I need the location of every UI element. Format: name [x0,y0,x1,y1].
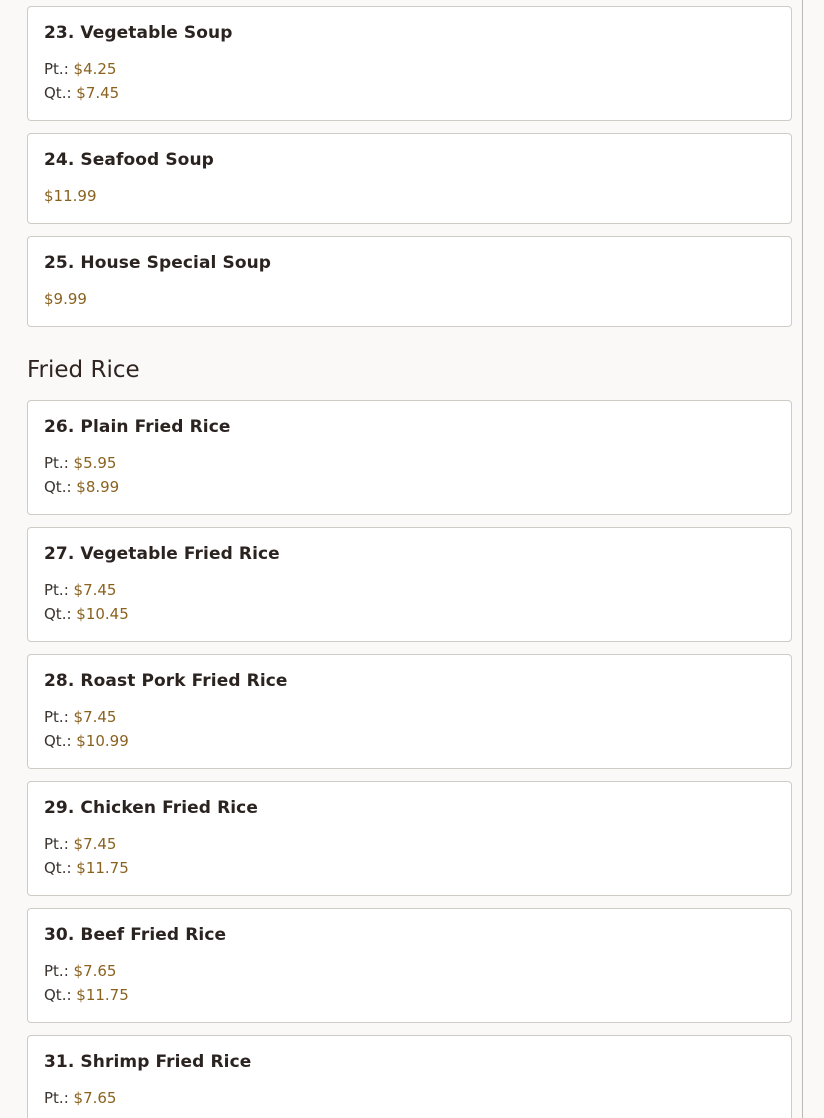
menu-content [27,6,792,1118]
price-row [44,451,775,475]
item-prices [44,705,775,753]
item-name: 25. House Special Soup [44,253,272,273]
price-value: $7.45 [73,835,117,853]
menu-item-card[interactable] [27,908,792,1023]
item-name: 27. Vegetable Fried Rice [44,544,280,564]
price-row [44,729,775,753]
price-value: $10.99 [76,732,129,750]
price-label: Qt.: [44,859,77,877]
price-label: Qt.: [44,605,77,623]
price-row [44,1086,775,1110]
price-label: Qt.: [44,986,77,1004]
item-prices [44,184,775,208]
price-label: Pt.: [44,962,74,980]
menu-item-card[interactable] [27,236,792,327]
item-name: 28. Roast Pork Fried Rice [44,671,288,691]
price-row [44,959,775,983]
item-name: 23. Vegetable Soup [44,23,233,43]
price-value: $7.65 [73,962,117,980]
price-row [44,602,775,626]
item-name: 31. Shrimp Fried Rice [44,1052,252,1072]
price-label: Pt.: [44,454,74,472]
price-value: $7.65 [73,1089,117,1107]
menu-item-card[interactable] [27,527,792,642]
item-prices [44,57,775,105]
menu-item-card[interactable] [27,133,792,224]
price-value: $9.99 [44,290,87,308]
price-label: Pt.: [44,835,74,853]
price-label: Qt.: [44,84,77,102]
section-title-fried-rice: Fried Rice [27,357,140,383]
item-name: 30. Beef Fried Rice [44,925,227,945]
price-value: $5.95 [73,454,117,472]
price-value: $11.75 [76,986,129,1004]
item-prices [44,287,775,311]
price-row [44,832,775,856]
price-label: Pt.: [44,1089,74,1107]
price-value: $7.45 [73,581,117,599]
price-row [44,287,775,311]
price-value: $11.75 [76,859,129,877]
price-row [44,705,775,729]
menu-item-card[interactable] [27,6,792,121]
item-name: 26. Plain Fried Rice [44,417,231,437]
price-row [44,81,775,105]
price-label: Qt.: [44,732,77,750]
price-label: Pt.: [44,60,74,78]
price-value: $11.99 [44,187,97,205]
price-row [44,184,775,208]
price-value: $7.45 [76,84,120,102]
scrollbar-track[interactable] [802,0,803,1118]
menu-item-card[interactable] [27,1035,792,1118]
price-value: $10.45 [76,605,129,623]
menu-item-card[interactable] [27,400,792,515]
item-prices [44,578,775,626]
item-prices [44,1086,775,1110]
price-label: Pt.: [44,708,74,726]
price-row [44,856,775,880]
price-row [44,57,775,81]
price-label: Pt.: [44,581,74,599]
price-row [44,983,775,1007]
item-name: 29. Chicken Fried Rice [44,798,258,818]
menu-item-card[interactable] [27,781,792,896]
price-label: Qt.: [44,478,77,496]
price-value: $8.99 [76,478,120,496]
item-prices [44,959,775,1007]
item-prices [44,451,775,499]
price-value: $4.25 [73,60,117,78]
menu-item-card[interactable] [27,654,792,769]
price-row [44,578,775,602]
price-row [44,475,775,499]
item-name: 24. Seafood Soup [44,150,214,170]
price-value: $7.45 [73,708,117,726]
item-prices [44,832,775,880]
